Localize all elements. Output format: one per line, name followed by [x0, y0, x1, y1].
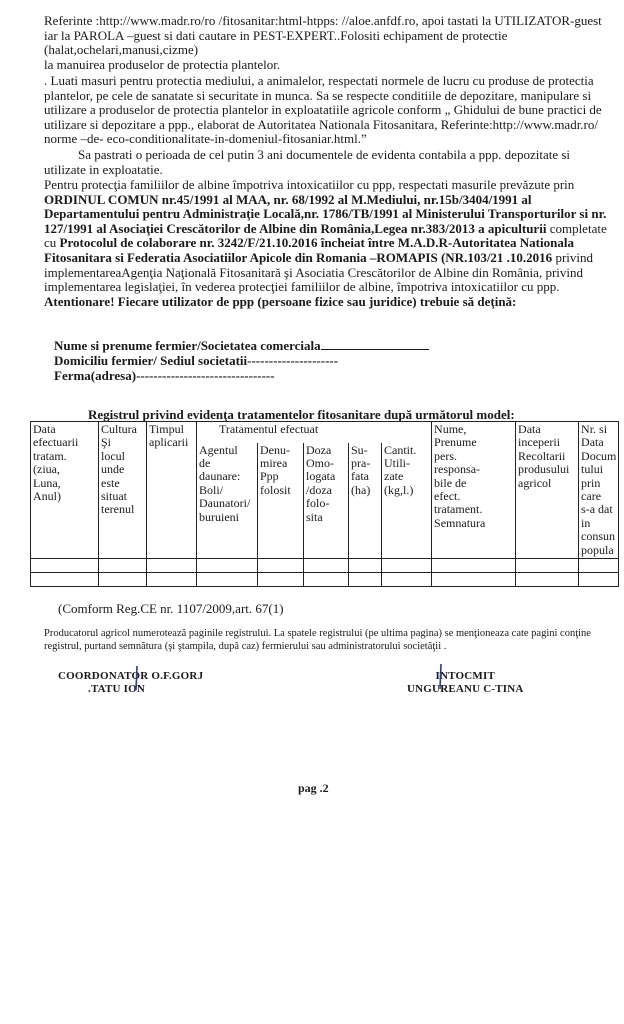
header-date	[31, 422, 99, 559]
header-cell-line: daunare:	[199, 469, 241, 484]
intro-line: (halat,ochelari,manusi,cizme)	[44, 42, 199, 58]
header-cell-line: care	[581, 489, 602, 504]
coordinator-name: .TATU ION	[88, 683, 146, 695]
header-harvest	[516, 422, 579, 559]
header-cell-line: (ha)	[351, 482, 371, 497]
header-cell-line: consun	[581, 529, 616, 544]
intro-line: utilizare si depozitare a ppp., elaborat de Autoritatea Nationala Fitosanitara, Referinte:http://www.madr.ro/	[44, 116, 598, 132]
farmer-name-field	[54, 338, 574, 353]
header-cell-line: Su-	[351, 442, 368, 457]
header-cell-line: Omo-	[306, 455, 334, 470]
intro-line: la manuirea produselor de protectia plantelor.	[44, 56, 281, 72]
header-cell-line: Cultura	[101, 422, 137, 436]
table-row	[31, 559, 619, 573]
header-cell-line: unde	[101, 462, 125, 477]
header-cell-line: sita	[306, 509, 323, 524]
header-cell-line: pers.	[434, 448, 458, 463]
header-cell-line: (kg,l.)	[384, 482, 414, 497]
order-reference: ORDINUL COMUN nr.45/1991 al MAA, nr. 68/1992 al M.Mediului, nr.15b/3404/1991 al	[44, 191, 532, 207]
prepared-by-name: UNGUREANU C-TINA	[407, 683, 524, 695]
header-culture	[99, 422, 147, 559]
signature-mark-icon	[130, 664, 144, 692]
header-cell-line: s-a dat	[581, 502, 613, 517]
farm-address-label: Ferma(adresa)--------------------------------	[54, 368, 275, 383]
header-cell-line: popula	[581, 542, 614, 557]
order-reference: 127/1991 al Asociaţiei Crescătorilor de Albine din România,Legea nr.383/2013 a apiculturii	[44, 220, 547, 236]
header-cell-line: Docum	[581, 448, 617, 463]
header-cell-line: in	[581, 515, 591, 530]
protocol-reference: Protocolul de colaborare nr. 3242/F/21.10.2016 încheiat între M.A.D.R-Autoritatea Nationala	[59, 235, 574, 251]
protocol-reference: Fitosanitara si Federatia Asociatiilor Apicole din Romania –ROMAPIS (NR.103/21 .10.2016	[44, 249, 553, 265]
header-cell-line: Data	[581, 435, 604, 450]
header-cell-line: locul	[101, 448, 125, 463]
intro-paragraph-bees	[44, 178, 614, 309]
header-cell-line: Denu-	[260, 442, 290, 457]
header-time	[147, 422, 197, 559]
header-cell-line: logata	[306, 469, 336, 484]
coordinator-title: COORDONATOR O.F.GORJ	[58, 670, 204, 682]
header-docs	[579, 422, 619, 559]
header-cell-line: Anul)	[33, 489, 61, 504]
intro-paragraph-retention	[44, 148, 604, 177]
header-treatment: Tratamentul efectuat	[197, 422, 432, 443]
page-number: pag .2	[298, 781, 329, 795]
table-row	[31, 573, 619, 587]
subheader-area	[349, 443, 382, 559]
register-footnote	[44, 627, 604, 653]
header-cell-line: inceperii	[518, 435, 561, 450]
header-cell-line: Cantit.	[384, 442, 417, 457]
header-cell-line: folosit	[260, 482, 291, 497]
header-cell-line: agricol	[518, 475, 552, 490]
warning-line: Atentionare! Fiecare utilizator de ppp (persoane fizice sau juridice) trebuie să deţină:	[44, 293, 517, 309]
regulation-note: (Comform Reg.CE nr. 1107/2009,art. 67(1)	[58, 601, 284, 616]
header-person	[432, 422, 516, 559]
header-cell-line: efectuarii	[33, 435, 79, 450]
footnote-line: registrul, purtand semnătura (şi ştampila, după caz) fermierului sau administratorului societăţii .	[44, 641, 447, 652]
header-cell-line: bile de	[434, 475, 467, 490]
subheader-ppp-name	[258, 443, 304, 559]
header-cell-line: produsului	[518, 462, 570, 477]
intro-paragraph-references	[44, 14, 604, 72]
header-cell-line: Doza	[306, 442, 332, 457]
farmer-fields	[54, 338, 574, 383]
header-cell-line: situat	[101, 489, 127, 504]
intro-line: implementarea legislaţiei, în vederea protecţiei familiilor de albine, împotriva intoxicatiilor cu ppp.	[44, 279, 560, 295]
header-cell-line: Utili-	[384, 455, 410, 470]
header-cell-line: Recoltarii	[518, 448, 566, 463]
header-cell-line: tului	[581, 462, 604, 477]
header-cell-line: Nr. si	[581, 422, 608, 436]
intro-line: Sa pastrati o perioada de cel putin 3 ani documentele de evidenta contabila a ppp. depozitate si	[78, 147, 571, 162]
intro-line: implementareaAgenţia Naţională Fitosanitară şi Asociatia Crescătorilor de Albine din România, privind	[44, 264, 583, 280]
header-cell-line: Timpul	[149, 422, 184, 436]
header-cell-line: Luna,	[33, 475, 61, 490]
subheader-quantity	[382, 443, 432, 559]
intro-line: iar la PAROLA –guest si dati cautare in PEST-EXPERT..Folositi echipament de protectie	[44, 27, 508, 43]
header-cell-line: este	[101, 475, 120, 490]
header-cell-line: Boli/	[199, 482, 224, 497]
header-cell-line: Şi	[101, 435, 112, 450]
header-cell-line: buruieni	[199, 509, 239, 524]
signature-right	[407, 670, 524, 696]
header-cell-line: fata	[351, 469, 369, 484]
farmer-name-blank	[321, 339, 429, 350]
header-cell-line: Ppp	[260, 469, 279, 484]
header-cell-line: tratament.	[434, 502, 483, 517]
header-cell-line: mirea	[260, 455, 288, 470]
intro-line: Pentru protecţia familiilor de albine împotriva intoxicatiilor cu ppp, respectati masurile prevăzute prin	[44, 177, 575, 192]
header-cell-line: prin	[581, 475, 601, 490]
intro-line: norme –de- eco-conditionalitate-in-domeniul-fitosaniar.html.”	[44, 131, 367, 147]
header-cell-line: responsa-	[434, 462, 481, 477]
header-cell-line: Daunatori/	[199, 496, 251, 511]
header-cell-line: Data	[518, 422, 541, 436]
intro-line: Referinte :http://www.madr.ro/ro /fitosanitar:html-htpps: //aloe.anfdf.ro, apoi tastati la UTILIZATOR-guest	[44, 13, 602, 28]
farmer-name-label: Nume si prenume fermier/Societatea comerciala	[54, 338, 321, 353]
order-reference: Departamentului pentru Administraţie Locală,nr. 1786/TB/1991 al Ministerului Transporturilor si nr.	[44, 206, 607, 222]
prepared-by-title: INTOCMIT	[435, 670, 496, 682]
header-cell-line: Nume,	[434, 422, 467, 436]
intro-line: . Luati masuri pentru protectia mediului, a animalelor, respectati normele de lucru cu produse de protectia	[44, 73, 594, 88]
header-cell-line: Semnatura	[434, 515, 486, 530]
intro-line: utilizare a produselor de protectia plantelor in exploatatiile agricole conform „ Ghidului de bune practici de	[44, 102, 602, 118]
subheader-dose	[304, 443, 349, 559]
header-cell-line: de	[199, 455, 211, 470]
header-cell-line: tratam.	[33, 448, 67, 463]
header-cell-line: pra-	[351, 455, 371, 470]
intro-line: utilizate in exploatatie.	[44, 161, 163, 177]
farmer-domicile-field	[54, 353, 574, 368]
header-cell-line: Prenume	[434, 435, 477, 450]
header-cell-line: efect.	[434, 489, 461, 504]
register-title: Registrul privind evidenţa tratamentelor fitosanitare după următorul model:	[88, 407, 515, 422]
table-header-row	[31, 422, 619, 443]
header-cell-line: aplicarii	[149, 435, 189, 450]
intro-paragraph-environment	[44, 74, 604, 147]
footnote-line: Producatorul agricol numerotează paginile registrului. La spatele registrului (pe ultima pagina) se menţioneaza cate pagini conţine	[44, 628, 591, 639]
intro-line: cu	[44, 235, 60, 251]
header-cell-line: terenul	[101, 502, 135, 517]
header-cell-line: zate	[384, 469, 404, 484]
intro-line: privind	[552, 249, 593, 265]
header-cell-line: Data	[33, 422, 56, 436]
farmer-domicile-label: Domiciliu fermier/ Sediul societatii---------------------	[54, 353, 339, 368]
intro-line: plantelor, pe cele de sanatate si securitate in munca. Sa se respecte conditiile de depozitare, manipulare si	[44, 87, 592, 103]
header-cell-line: (ziua,	[33, 462, 60, 477]
subheader-agent	[197, 443, 258, 559]
header-cell-line: /doza	[306, 482, 332, 497]
farm-address-field	[54, 368, 574, 383]
intro-line: completate	[546, 220, 607, 236]
header-cell-line: Agentul	[199, 442, 238, 457]
header-cell-line: folo-	[306, 496, 330, 511]
treatment-register-table	[30, 421, 619, 587]
signature-mark-icon	[433, 662, 449, 692]
